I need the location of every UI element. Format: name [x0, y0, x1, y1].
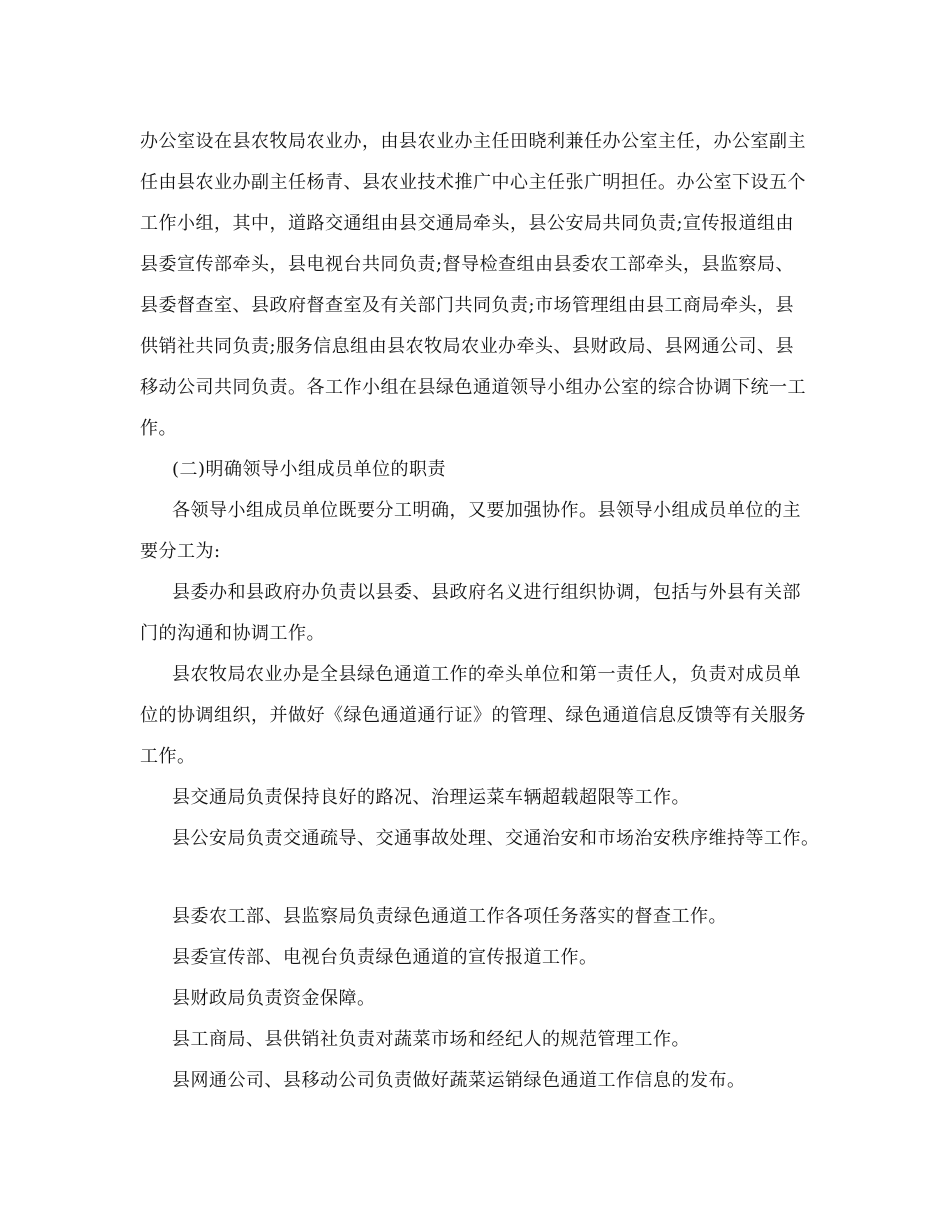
paragraph-line: 办公室设在县农牧局农业办，由县农业办主任田晓利兼任办公室主任，办公室副主 — [140, 131, 806, 152]
section-heading: (二)明确领导小组成员单位的职责 — [172, 459, 447, 480]
paragraph-line: 县农牧局农业办是全县绿色通道工作的牵头单位和第一责任人，负责对成员单 — [172, 664, 801, 685]
paragraph-line: 任由县农业办副主任杨青、县农业技术推广中心主任张广明担任。办公室下设五个 — [140, 172, 806, 193]
paragraph-line: 移动公司共同负责。各工作小组在县绿色通道领导小组办公室的综合协调下统一工 — [140, 377, 806, 398]
paragraph-line: 供销社共同负责;服务信息组由县农牧局农业办牵头、县财政局、县网通公司、县 — [140, 336, 795, 357]
paragraph-line: 县公安局负责交通疏导、交通事故处理、交通治安和市场治安秩序维持等工作。 — [172, 828, 820, 849]
paragraph-line: 作。 — [140, 418, 177, 439]
paragraph-line: 要分工为: — [140, 541, 221, 562]
paragraph-line: 工作。 — [140, 746, 196, 767]
paragraph-line: 县工商局、县供销社负责对蔬菜市场和经纪人的规范管理工作。 — [172, 1029, 690, 1050]
paragraph-line: 县委农工部、县监察局负责绿色通道工作各项任务落实的督查工作。 — [172, 906, 727, 927]
paragraph-line: 门的沟通和协调工作。 — [140, 623, 325, 644]
paragraph-line: 县委督查室、县政府督查室及有关部门共同负责;市场管理组由县工商局牵头，县 — [140, 295, 795, 316]
paragraph-line: 县财政局负责资金保障。 — [172, 988, 376, 1009]
paragraph-line: 县网通公司、县移动公司负责做好蔬菜运销绿色通道工作信息的发布。 — [172, 1070, 746, 1091]
paragraph-line: 县委宣传部、电视台负责绿色通道的宣传报道工作。 — [172, 947, 598, 968]
paragraph-line: 位的协调组织，并做好《绿色通道通行证》的管理、绿色通道信息反馈等有关服务 — [140, 705, 806, 726]
paragraph-line: 县委办和县政府办负责以县委、县政府名义进行组织协调，包括与外县有关部 — [172, 582, 801, 603]
paragraph-line: 各领导小组成员单位既要分工明确，又要加强协作。县领导小组成员单位的主 — [172, 500, 801, 521]
paragraph-line: 县交通局负责保持良好的路况、治理运菜车辆超载超限等工作。 — [172, 787, 690, 808]
paragraph-line: 县委宣传部牵头，县电视台共同负责;督导检查组由县委农工部牵头，县监察局、 — [140, 254, 795, 275]
paragraph-line: 工作小组，其中，道路交通组由县交通局牵头，县公安局共同负责;宣传报道组由 — [140, 213, 795, 234]
